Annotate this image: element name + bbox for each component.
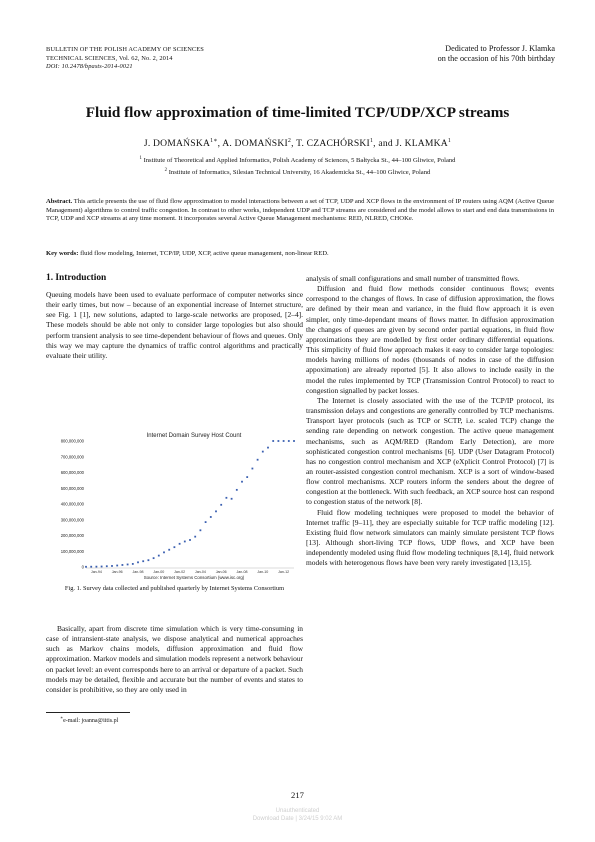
data-point (142, 560, 144, 562)
x-tick-label: Jan-10 (257, 570, 269, 574)
data-point (272, 440, 274, 442)
doi-link[interactable]: DOI: 10.2478/bpasts-2014-0021 (46, 63, 133, 71)
data-point (288, 440, 290, 442)
keywords-label: Key words: (46, 250, 79, 257)
paragraph: Fluid flow modeling techniques were proposed to model the behavior of Internet traffic [9–11], they are especially suitable for TCP traffic modeling [12]. Existing fluid flow network simulators can mainly simulate persistent TCP flows [13]. Although short-living TCP flows, UDP flows, and XCP have been independently modeled using fluid flow modeling techniques [8,14], fluid network models with heterogenous flows have been very rarely investigated [13,15]. (306, 507, 554, 568)
data-point (153, 557, 155, 559)
data-point (106, 565, 108, 567)
journal-volume: TECHNICAL SCIENCES, Vol. 62, No. 2, 2014 (46, 54, 173, 62)
data-point (267, 447, 269, 449)
author-4-affil: 1 (447, 138, 452, 144)
x-tick-label: Jan-12 (278, 570, 290, 574)
data-point (246, 476, 248, 478)
author-1-affil: 1∗ (210, 138, 218, 144)
y-tick-label: 500,000,000 (60, 485, 84, 491)
author-2-affil: 2 (287, 138, 292, 144)
data-point (85, 566, 87, 568)
footnote-mark: ∗ (60, 715, 64, 720)
chart-x-label: Source: Internet Systems Consortium (www.isc.org) (143, 575, 245, 580)
section-heading-introduction: 1. Introduction (46, 273, 107, 283)
page-number: 217 (291, 790, 304, 800)
data-point (200, 529, 202, 531)
figure-1 (46, 427, 303, 583)
data-point (205, 521, 207, 523)
y-tick-label: 100,000,000 (60, 548, 84, 554)
data-point (148, 559, 150, 561)
y-tick-label: 800,000,000 (60, 438, 84, 444)
dedication (438, 44, 555, 64)
figure-1-caption: Fig. 1. Survey data collected and published quarterly by Internet Systems Consortium (64, 585, 285, 592)
data-point (96, 566, 98, 568)
abstract (46, 198, 554, 224)
dedication-line-1: Dedicated to Professor J. Klamka (445, 44, 555, 53)
data-point (194, 536, 196, 538)
journal-header (46, 46, 204, 72)
host-count-chart (46, 427, 303, 583)
data-point (215, 510, 217, 512)
data-point (278, 440, 280, 442)
data-point (184, 541, 186, 543)
keywords (46, 250, 554, 259)
left-column-top (46, 290, 303, 361)
data-point (257, 459, 259, 461)
x-tick-label: Jan-94 (90, 570, 102, 574)
data-point (168, 549, 170, 551)
x-tick-label: Jan-06 (215, 570, 227, 574)
paragraph: Queuing models have been used to evaluate performace of computer networks since their early times, but now – because of an exponential increase of Internet structure, see Fig. 1 [1], new solutions, adapted to large-scale networks are proposed, [2–4]. These models should be able not only to consider large topologies but also should perform transient analysis to see time-dependent behaviour of flows and queues. Only this way we may capture the dynamics of traffic control algorithms and practically evaluate their utility. (46, 290, 303, 360)
data-point (127, 564, 129, 566)
y-tick-label: 300,000,000 (60, 517, 84, 523)
left-column-bottom (46, 624, 303, 695)
data-point (163, 551, 165, 553)
y-tick-label: 400,000,000 (60, 501, 84, 507)
data-point (252, 468, 254, 470)
x-tick-label: Jan-02 (174, 570, 186, 574)
data-point (189, 539, 191, 541)
paragraph: analysis of small configurations and small number of transmitted flows. (306, 274, 520, 283)
abstract-text: This article presents the use of fluid flow approximation to model interactions between a set of TCP, UDP and XCP flows in the environment of IP routers using AQM (Active Queue Management) algorithms to control traffic congestion. In contrast to other works, independent UDP and TCP streams are considered and the model allows to start and end data transmissions in TCP, UDP and XCP streams at any time moment. It incorporates several Active Queue Management mechanisms: RED, NLRED, CHOKe. (46, 198, 555, 223)
paper-title: Fluid flow approximation of time-limited TCP/UDP/XCP streams (85, 104, 510, 121)
author-list: J. $DOMAŃSKA^{1∗}$, A. DOMAŃSKI$^2$, T. CZACHÓRSKI$^1$, and J. KLAMKA$^1$ (143, 138, 452, 150)
affiliation-1 (40, 156, 555, 164)
data-point (122, 564, 124, 566)
data-point (220, 504, 222, 506)
author-4: J. KLAMKA (395, 138, 448, 150)
affiliation-2-mark: 2 (164, 168, 168, 173)
author-2: A. DOMAŃSKI (222, 138, 288, 150)
y-tick-label: 700,000,000 (60, 454, 84, 460)
author-3-affil: 1 (369, 138, 374, 144)
author-3: T. CZACHÓRSKI (296, 138, 370, 150)
author-1: J. DOMAŃSKA (143, 138, 211, 150)
keywords-text: fluid flow modeling, Internet, TCP/IP, UDP, XCP, active queue management, non-linear RED. (80, 250, 329, 257)
data-point (90, 566, 92, 568)
paragraph: Diffusion and fluid flow methods consider continuous flows; events correspond to the changes of flows. In case of diffusion approximation, the flows are defined by their mean and variance, in the fluid flow approach it is even simpler, only time-dependant means of flows matter. In diffusion approximation the changes of queues are given by second order partial equations, in fluid flow approximations they are modelled by first order ordinary differential equations. This simplicity of fluid flow approach makes it easy to consider large topologies: models having millions of nodes (thousands of nodes in case of the diffusion appoximation) are already reported [5]. It also allows to include easily in the model the rules implemented by TCP (Transmission Control Protocol) to react to congestion signalled by packet losses. (306, 284, 554, 395)
data-point (174, 546, 176, 548)
data-points (85, 440, 295, 568)
right-column (306, 274, 554, 569)
data-point (293, 440, 295, 442)
affiliation-1-text: Institute of Theoretical and Applied Informatics, Polish Academy of Sciences, 5 Bałtycka St., 44–100 Gliwice, Poland (143, 157, 456, 165)
footnote-email[interactable]: e-mail: joanna@iitis.pl (63, 718, 119, 724)
footnote (60, 715, 118, 724)
author-conjunction: and (378, 138, 393, 150)
data-point (241, 481, 243, 483)
x-axis (86, 568, 294, 574)
y-tick-label: 0 (81, 564, 84, 570)
x-tick-label: Jan-04 (194, 570, 206, 574)
affiliation-2 (40, 168, 555, 176)
data-point (210, 516, 212, 518)
data-point (226, 497, 228, 499)
y-axis (61, 439, 85, 570)
journal-name: BULLETIN OF THE POLISH ACADEMY OF SCIENCES (46, 46, 204, 53)
y-tick-label: 600,000,000 (60, 470, 84, 476)
data-point (231, 498, 233, 500)
data-point (179, 543, 181, 545)
abstract-label: Abstract. (46, 198, 73, 205)
data-point (132, 563, 134, 565)
data-point (158, 555, 160, 557)
footnote-rule (46, 712, 130, 713)
data-point (236, 489, 238, 491)
watermark-line-1: Unauthenticated (275, 808, 320, 814)
paragraph: The Internet is closely associated with the use of the TCP/IP protocol, its transmission delays and congestions are generally controlled by TCP mechanisms. Transport layer protocols (such as TCP or SCTP, i.e. scaled TCP) change the sending rate depending on network congestion. The active queue management mechanisms, such as AQM/RED (Random Early Detection), are more sophisticated congestion control mechanisms [6]. UDP (User Datagram Protocol) has no congestion control mechanism and XCP (eXplicit Control Protocol) [7] is an router-assisted congestion control mechanism. XCP is a sort of window-based flow control mechanisms. XCP routers inform the senders about the degree of congestion at the bottleneck. With such feedback, an XCP source host can respond to congestion status of the network [8]. (306, 395, 554, 507)
x-tick-label: Jan-08 (236, 570, 248, 574)
x-tick-label: Jan-00 (153, 570, 165, 574)
data-point (101, 566, 103, 568)
watermark-line-2: Download Date | 3/24/15 9:02 AM (252, 816, 343, 822)
x-tick-label: Jan-98 (132, 570, 144, 574)
affiliation-2-text: Institute of Informatics, Silesian Technical University, 16 Akademicka St., 44–100 Gliwice, Poland (168, 169, 431, 177)
data-point (283, 440, 285, 442)
x-tick-label: Jan-96 (111, 570, 123, 574)
dedication-line-2: on the occasion of his 70th birthday (437, 54, 555, 63)
affiliation-1-mark: 1 (139, 156, 142, 161)
data-point (116, 565, 118, 567)
data-point (262, 451, 264, 453)
data-point (111, 565, 113, 567)
data-point (137, 561, 139, 563)
paragraph: Basically, apart from discrete time simulation which is very time-consuming in case of intransient-state analysis, we dispose analytical and numerical approaches such as Markov chains models, diffusion approximation and fluid flow approximation. Markov models and simulation models represent a network behaviour on packet level: an event corresponds here to an arrival or departure of a packet. Such models may be detailed, flexible and accurate but the number of events and states to consider is prohibitive, so they are only used in (46, 624, 303, 694)
chart-title: Internet Domain Survey Host Count (146, 433, 242, 439)
y-tick-label: 200,000,000 (60, 533, 84, 539)
